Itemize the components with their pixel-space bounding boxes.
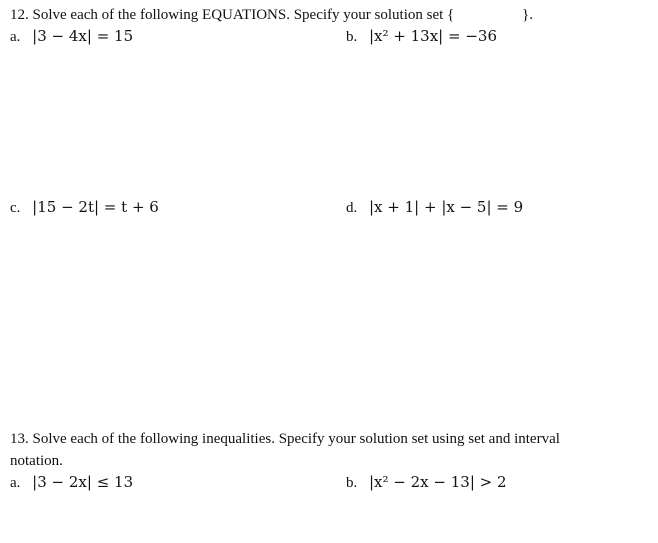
q13-number: 13. — [10, 431, 29, 447]
q12-prompt-end: }. — [522, 7, 533, 23]
q13-part-a — [10, 475, 133, 491]
part-label: a. — [10, 475, 21, 491]
q12-part-d — [346, 200, 523, 216]
equation: |15 − 2t| = t + 6 — [32, 198, 159, 216]
q13-prompt-line1 — [10, 432, 560, 447]
work-area-q12-ab[interactable] — [10, 50, 650, 195]
q12-prompt — [10, 8, 454, 23]
equation: |x + 1| + |x − 5| = 9 — [369, 198, 524, 216]
work-area-q12-cd[interactable] — [10, 222, 650, 422]
q13-prompt-text: Solve each of the following inequalities. Specify your solution set using set and interval — [32, 431, 560, 447]
q12-part-c — [10, 200, 159, 216]
equation: |x² + 13x| = −36 — [369, 27, 497, 45]
part-label: d. — [346, 200, 358, 216]
inequality: |x² − 2x − 13| > 2 — [369, 473, 507, 491]
q12-part-a — [10, 29, 133, 45]
part-label: b. — [346, 475, 358, 491]
inequality: |3 − 2x| ≤ 13 — [32, 473, 134, 491]
part-label: b. — [346, 29, 358, 45]
q13-prompt-line2: notation. — [10, 453, 63, 469]
q12-part-b — [346, 29, 497, 45]
q12-number: 12. — [10, 7, 29, 23]
part-label: a. — [10, 29, 21, 45]
q12-prompt-text: Solve each of the following EQUATIONS. Specify your solution set { — [32, 7, 455, 23]
q13-part-b — [346, 475, 507, 491]
part-label: c. — [10, 200, 21, 216]
work-area-q13[interactable] — [10, 497, 650, 537]
equation: |3 − 4x| = 15 — [32, 27, 134, 45]
